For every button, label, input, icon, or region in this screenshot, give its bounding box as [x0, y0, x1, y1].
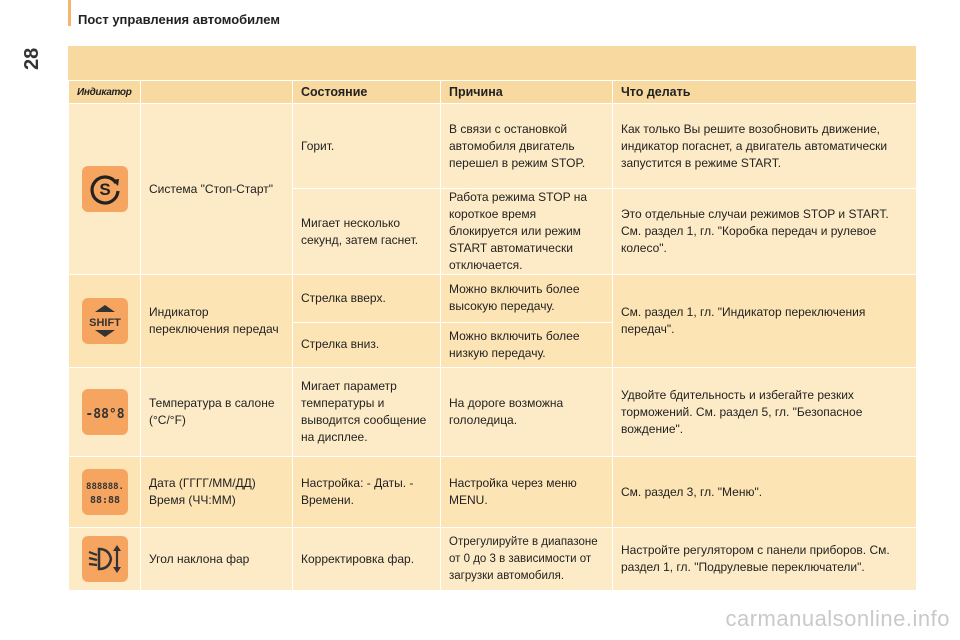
- reason-cell: В связи с остановкой автомобиля двигатель перешел в режим STOP.: [441, 104, 613, 189]
- state-cell: Мигает параметр температуры и выводится сообщение на дисплее.: [293, 368, 441, 457]
- table-top-band: [68, 46, 916, 80]
- indicator-cell: [69, 368, 141, 457]
- svg-text:S: S: [98, 180, 111, 199]
- shift-icon-label: SHIFT: [88, 317, 121, 329]
- col-header-action: Что делать: [613, 81, 917, 104]
- action-cell: См. раздел 3, гл. "Меню".: [613, 457, 917, 528]
- date-time-display-icon: [82, 469, 128, 515]
- date-icon-label: 888888.: [85, 482, 124, 492]
- indicator-cell: [69, 104, 141, 275]
- reason-cell: Можно включить более высокую передачу.: [441, 275, 613, 323]
- action-cell: Настройте регулятором с панели приборов. См. раздел 1, гл. "Подрулевые переключатели".: [613, 528, 917, 591]
- start-stop-icon: [82, 166, 128, 212]
- state-cell: Корректировка фар.: [293, 528, 441, 591]
- table-row: [69, 275, 917, 323]
- indicator-name: Индикатор переключения передач: [141, 275, 293, 368]
- indicator-name: Температура в салоне (°C/°F): [141, 368, 293, 457]
- state-cell: Настройка: - Даты. - Времени.: [293, 457, 441, 528]
- state-cell: Горит.: [293, 104, 441, 189]
- indicator-cell: [69, 275, 141, 368]
- shift-icon: [82, 298, 128, 344]
- indicator-table: [68, 46, 916, 591]
- watermark: carmanualsonline.info: [725, 606, 950, 631]
- action-cell: Это отдельные случаи режимов STOP и START. См. раздел 1, гл. "Коробка передач и рулевое колесо".: [613, 189, 917, 275]
- indicator-cell: [69, 528, 141, 591]
- table-header-row: [69, 81, 917, 104]
- col-header-name: [141, 81, 293, 104]
- reason-cell: Отрегулируйте в диапазоне от 0 до 3 в зависимости от загрузки автомобиля.: [441, 528, 613, 591]
- page-number: 28: [21, 47, 43, 70]
- time-icon-label: 88:88: [89, 495, 120, 506]
- reason-cell: Настройка через меню MENU.: [441, 457, 613, 528]
- page-title: Пост управления автомобилем: [78, 12, 280, 27]
- side-accent-bar: [68, 0, 71, 26]
- indicator-name: Угол наклона фар: [141, 528, 293, 591]
- action-cell: См. раздел 1, гл. "Индикатор переключения передач".: [613, 275, 917, 368]
- action-cell: Удвойте бдительность и избегайте резких торможений. См. раздел 5, гл. "Безопасное вождение".: [613, 368, 917, 457]
- temperature-icon-label: -88°8: [84, 407, 125, 422]
- headlamp-leveling-icon: [82, 536, 128, 582]
- action-cell: Как только Вы решите возобновить движение, индикатор погаснет, а двигатель автоматически запустится в режиме START.: [613, 104, 917, 189]
- table-row: [69, 457, 917, 528]
- state-cell: Мигает несколько секунд, затем гаснет.: [293, 189, 441, 275]
- col-header-reason: Причина: [441, 81, 613, 104]
- indicator-cell: [69, 457, 141, 528]
- table-row: [69, 368, 917, 457]
- indicator-name: Система "Стоп-Старт": [141, 104, 293, 275]
- table-row: [69, 104, 917, 189]
- state-cell: Стрелка вверх.: [293, 275, 441, 323]
- col-header-indicator: Индикатор: [69, 81, 141, 104]
- table-row: [69, 528, 917, 591]
- col-header-state: Состояние: [293, 81, 441, 104]
- state-cell: Стрелка вниз.: [293, 322, 441, 368]
- reason-cell: Работа режима STOP на короткое время блокируется или режим START автоматически отключается.: [441, 189, 613, 275]
- indicator-name: Дата (ГГГГ/ММ/ДД) Время (ЧЧ:ММ): [141, 457, 293, 528]
- reason-cell: Можно включить более низкую передачу.: [441, 322, 613, 368]
- temperature-display-icon: [82, 389, 128, 435]
- reason-cell: На дороге возможна гололедица.: [441, 368, 613, 457]
